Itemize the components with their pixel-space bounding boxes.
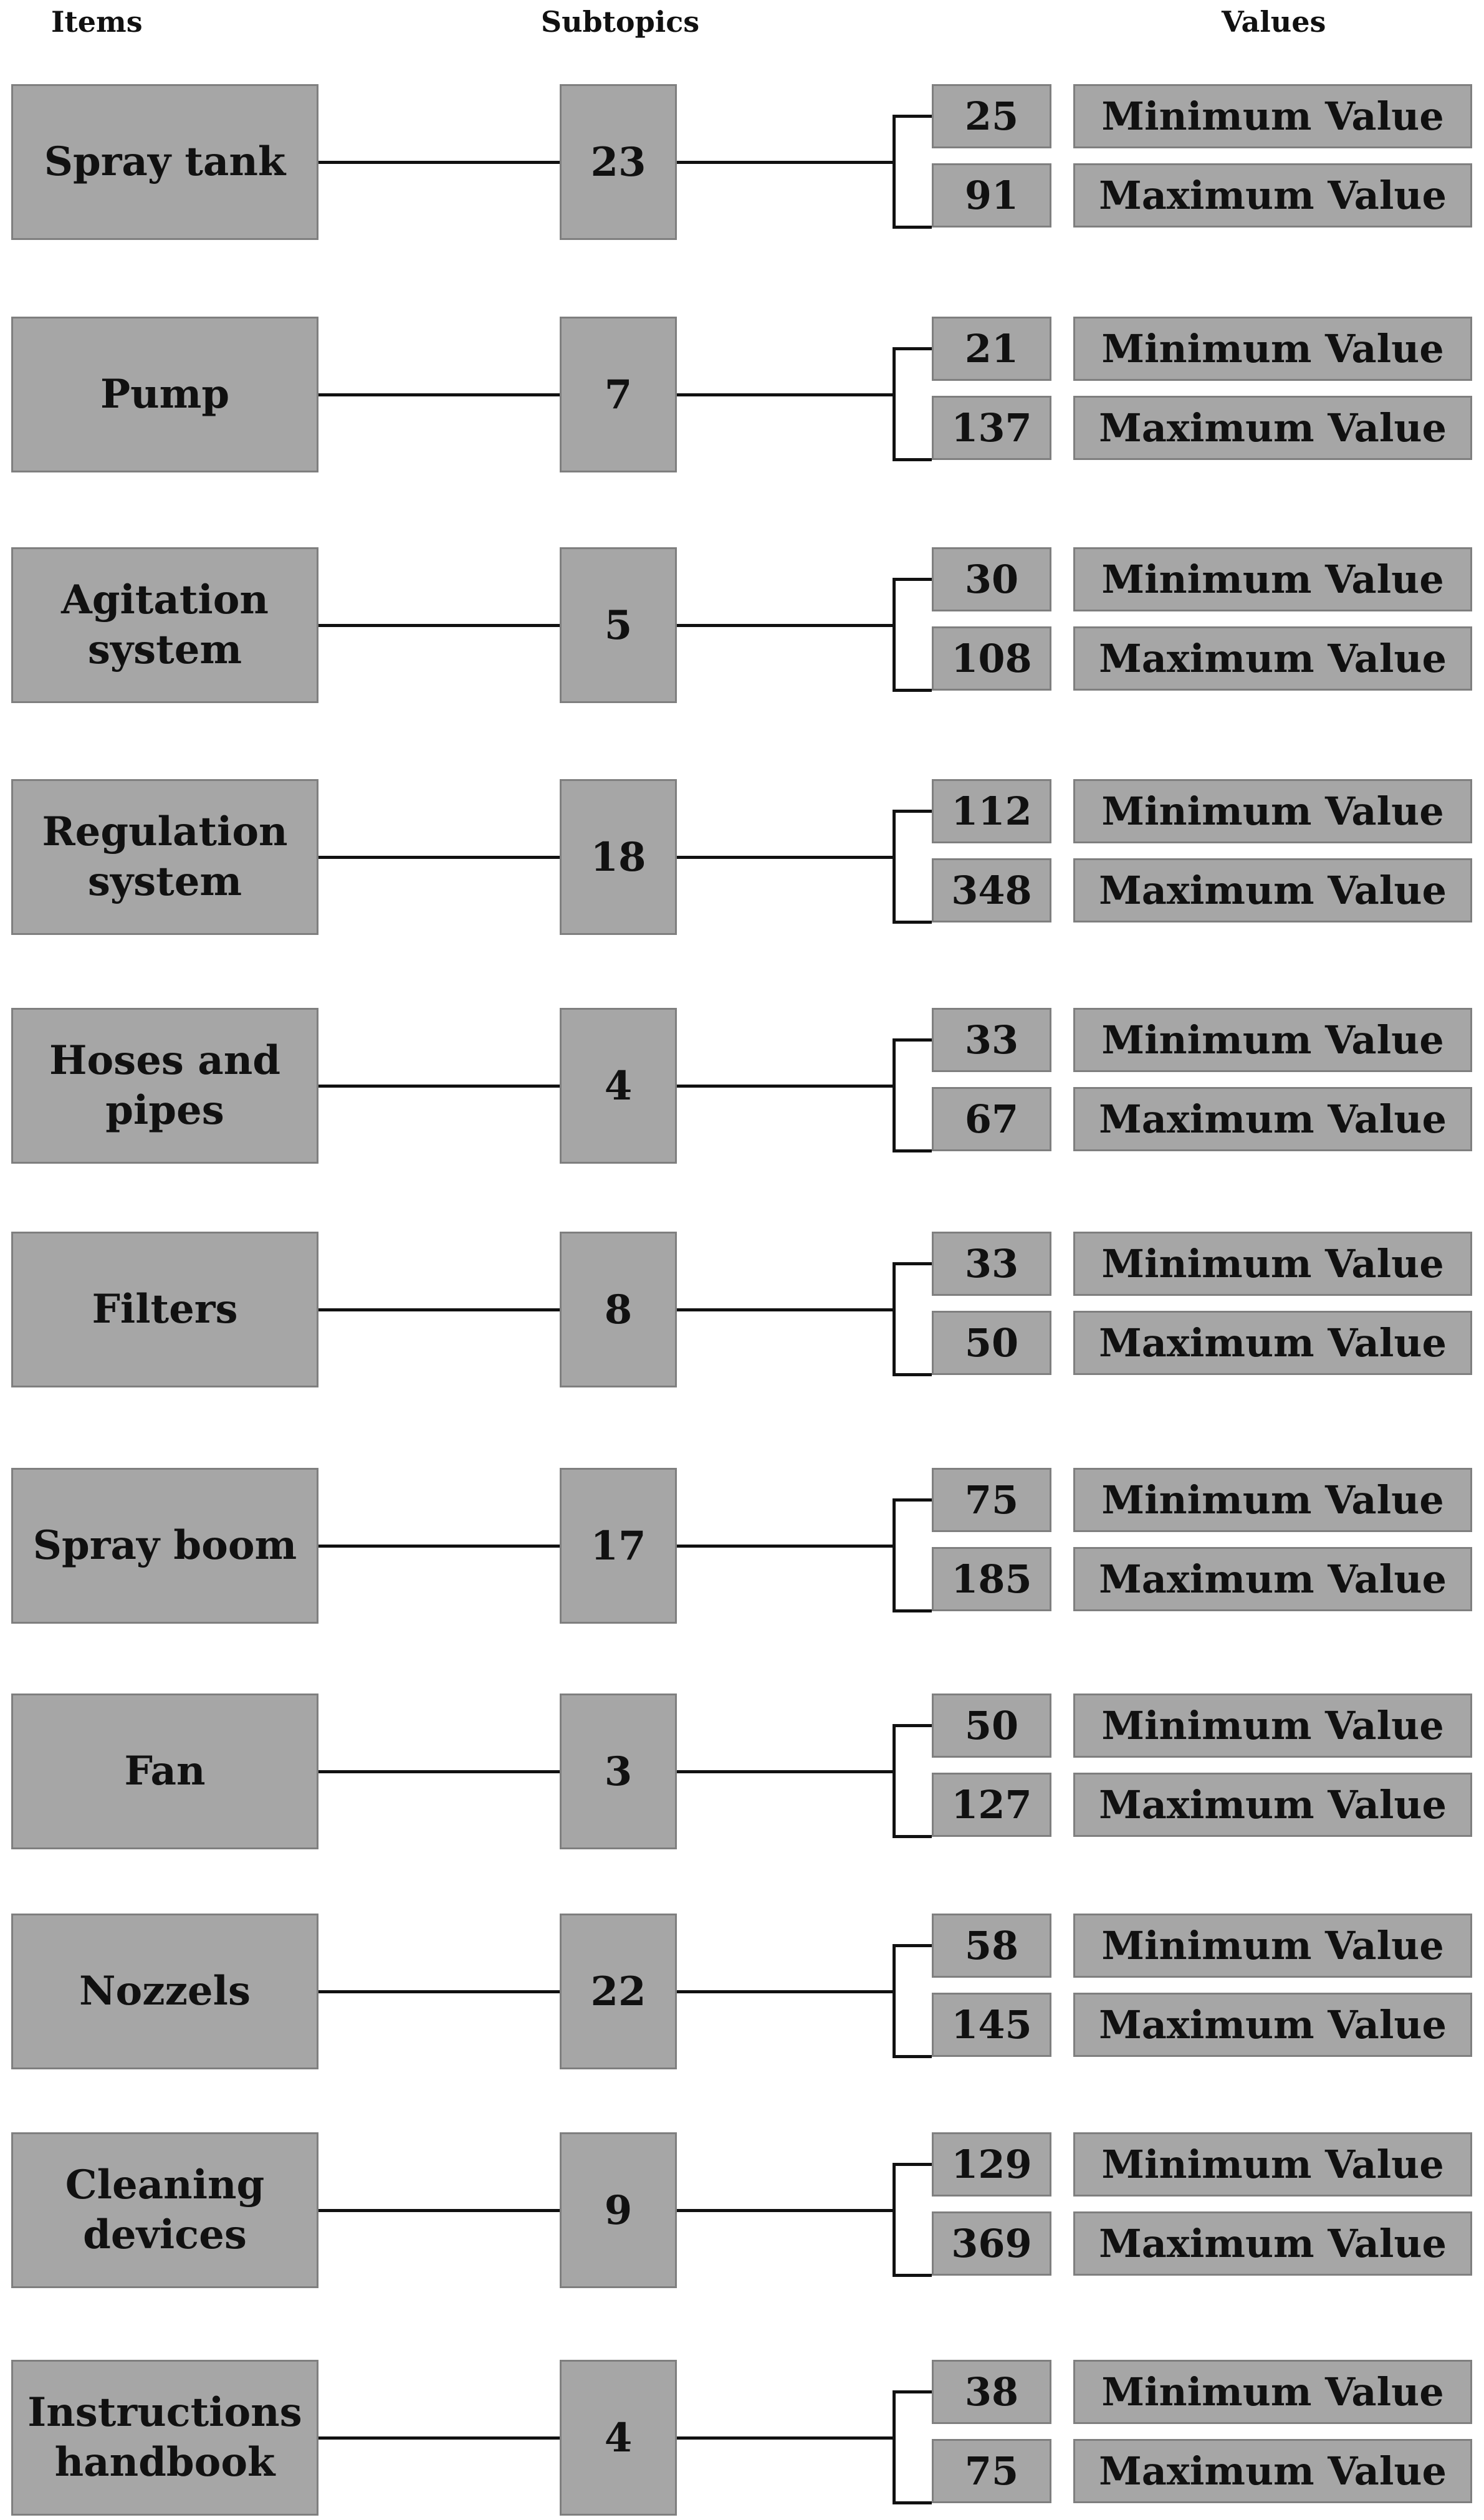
bracket-line xyxy=(893,1262,896,1376)
connector-line xyxy=(677,1770,894,1773)
bracket-tick-max xyxy=(893,458,932,461)
connector-line xyxy=(318,856,560,859)
diagram-row xyxy=(0,2132,1484,2288)
max-value-box: 127 xyxy=(932,1773,1051,1837)
subtopics-box: 8 xyxy=(560,1232,677,1387)
item-box: Nozzels xyxy=(11,1914,318,2069)
max-label-box: Maximum Value xyxy=(1073,2211,1472,2276)
connector-line xyxy=(677,1545,894,1548)
diagram-row xyxy=(0,1914,1484,2069)
max-label-box: Maximum Value xyxy=(1073,1087,1472,1151)
bracket-tick-min xyxy=(893,2163,932,2166)
subtopics-box: 5 xyxy=(560,547,677,703)
bracket-tick-max xyxy=(893,1835,932,1838)
connector-line xyxy=(318,1990,560,1993)
subtopics-box: 7 xyxy=(560,317,677,472)
max-label-box: Maximum Value xyxy=(1073,163,1472,228)
subtopics-box: 4 xyxy=(560,2360,677,2516)
min-value-box: 21 xyxy=(932,317,1051,381)
min-label-box: Minimum Value xyxy=(1073,1232,1472,1296)
max-value-box: 348 xyxy=(932,858,1051,922)
min-label-box: Minimum Value xyxy=(1073,1468,1472,1532)
bracket-line xyxy=(893,347,896,461)
min-value-box: 112 xyxy=(932,779,1051,843)
min-label-box: Minimum Value xyxy=(1073,547,1472,611)
max-value-box: 50 xyxy=(932,1311,1051,1375)
item-box: Cleaning devices xyxy=(11,2132,318,2288)
header-values: Values xyxy=(1222,5,1326,39)
bracket-tick-max xyxy=(893,921,932,924)
connector-line xyxy=(677,393,894,396)
min-label-box: Minimum Value xyxy=(1073,779,1472,843)
diagram-row xyxy=(0,2360,1484,2516)
connector-line xyxy=(677,1308,894,1311)
min-label-box: Minimum Value xyxy=(1073,1008,1472,1072)
connector-line xyxy=(318,2436,560,2440)
bracket-tick-min xyxy=(893,810,932,813)
item-box: Pump xyxy=(11,317,318,472)
bracket-tick-min xyxy=(893,1262,932,1265)
max-label-box: Maximum Value xyxy=(1073,396,1472,460)
bracket-tick-min xyxy=(893,2390,932,2393)
min-value-box: 58 xyxy=(932,1914,1051,1978)
item-box: Regulation system xyxy=(11,779,318,935)
connector-line xyxy=(677,2209,894,2212)
subtopics-box: 17 xyxy=(560,1468,677,1624)
diagram-row xyxy=(0,84,1484,240)
connector-line xyxy=(318,1770,560,1773)
connector-line xyxy=(318,161,560,164)
max-value-box: 67 xyxy=(932,1087,1051,1151)
header-items: Items xyxy=(51,5,143,39)
diagram-row xyxy=(0,547,1484,703)
item-box: Filters xyxy=(11,1232,318,1387)
min-value-box: 50 xyxy=(932,1694,1051,1758)
bracket-tick-max xyxy=(893,1149,932,1152)
bracket-line xyxy=(893,578,896,692)
bracket-tick-min xyxy=(893,1944,932,1947)
bracket-line xyxy=(893,1498,896,1612)
connector-line xyxy=(318,393,560,396)
max-value-box: 185 xyxy=(932,1547,1051,1611)
bracket-tick-max xyxy=(893,226,932,229)
bracket-line xyxy=(893,1724,896,1838)
connector-line xyxy=(677,856,894,859)
min-label-box: Minimum Value xyxy=(1073,317,1472,381)
bracket-tick-min xyxy=(893,1724,932,1727)
connector-line xyxy=(677,161,894,164)
item-box: Hoses and pipes xyxy=(11,1008,318,1164)
min-label-box: Minimum Value xyxy=(1073,1914,1472,1978)
connector-line xyxy=(318,1085,560,1088)
bracket-line xyxy=(893,1038,896,1152)
item-box: Fan xyxy=(11,1694,318,1849)
max-label-box: Maximum Value xyxy=(1073,2439,1472,2503)
min-value-box: 75 xyxy=(932,1468,1051,1532)
max-label-box: Maximum Value xyxy=(1073,1773,1472,1837)
max-value-box: 108 xyxy=(932,626,1051,691)
bracket-line xyxy=(893,2163,896,2277)
max-value-box: 145 xyxy=(932,1993,1051,2057)
bracket-tick-min xyxy=(893,1498,932,1502)
connector-line xyxy=(318,2209,560,2212)
min-label-box: Minimum Value xyxy=(1073,84,1472,148)
bracket-tick-max xyxy=(893,2055,932,2058)
diagram-row xyxy=(0,1232,1484,1387)
diagram-row xyxy=(0,1694,1484,1849)
item-box: Instructions handbook xyxy=(11,2360,318,2516)
item-box: Agitation system xyxy=(11,547,318,703)
min-value-box: 33 xyxy=(932,1232,1051,1296)
diagram-row xyxy=(0,1008,1484,1164)
subtopics-box: 23 xyxy=(560,84,677,240)
min-label-box: Minimum Value xyxy=(1073,2360,1472,2424)
item-box: Spray tank xyxy=(11,84,318,240)
subtopics-box: 4 xyxy=(560,1008,677,1164)
connector-line xyxy=(677,624,894,627)
subtopics-box: 9 xyxy=(560,2132,677,2288)
min-value-box: 38 xyxy=(932,2360,1051,2424)
min-label-box: Minimum Value xyxy=(1073,1694,1472,1758)
max-label-box: Maximum Value xyxy=(1073,1311,1472,1375)
subtopics-box: 22 xyxy=(560,1914,677,2069)
min-value-box: 33 xyxy=(932,1008,1051,1072)
bracket-tick-min xyxy=(893,347,932,350)
diagram-row xyxy=(0,779,1484,935)
min-value-box: 129 xyxy=(932,2132,1051,2197)
max-label-box: Maximum Value xyxy=(1073,1993,1472,2057)
min-value-box: 30 xyxy=(932,547,1051,611)
connector-line xyxy=(318,624,560,627)
bracket-tick-max xyxy=(893,1609,932,1612)
bracket-tick-max xyxy=(893,1373,932,1376)
diagram-row xyxy=(0,317,1484,472)
subtopics-box: 18 xyxy=(560,779,677,935)
bracket-line xyxy=(893,1944,896,2058)
max-label-box: Maximum Value xyxy=(1073,858,1472,922)
connector-line xyxy=(677,2436,894,2440)
min-label-box: Minimum Value xyxy=(1073,2132,1472,2197)
min-value-box: 25 xyxy=(932,84,1051,148)
max-value-box: 137 xyxy=(932,396,1051,460)
max-value-box: 75 xyxy=(932,2439,1051,2503)
max-value-box: 369 xyxy=(932,2211,1051,2276)
subtopics-box: 3 xyxy=(560,1694,677,1849)
bracket-tick-max xyxy=(893,2501,932,2504)
bracket-tick-max xyxy=(893,689,932,692)
bracket-tick-min xyxy=(893,1038,932,1042)
bracket-tick-max xyxy=(893,2274,932,2277)
connector-line xyxy=(318,1308,560,1311)
connector-line xyxy=(677,1990,894,1993)
bracket-tick-min xyxy=(893,115,932,118)
max-label-box: Maximum Value xyxy=(1073,1547,1472,1611)
bracket-line xyxy=(893,115,896,229)
item-box: Spray boom xyxy=(11,1468,318,1624)
bracket-line xyxy=(893,2390,896,2504)
bracket-tick-min xyxy=(893,578,932,581)
header-subtopics: Subtopics xyxy=(540,5,700,39)
max-label-box: Maximum Value xyxy=(1073,626,1472,691)
max-value-box: 91 xyxy=(932,163,1051,228)
bracket-line xyxy=(893,810,896,924)
connector-line xyxy=(318,1545,560,1548)
diagram-row xyxy=(0,1468,1484,1624)
connector-line xyxy=(677,1085,894,1088)
